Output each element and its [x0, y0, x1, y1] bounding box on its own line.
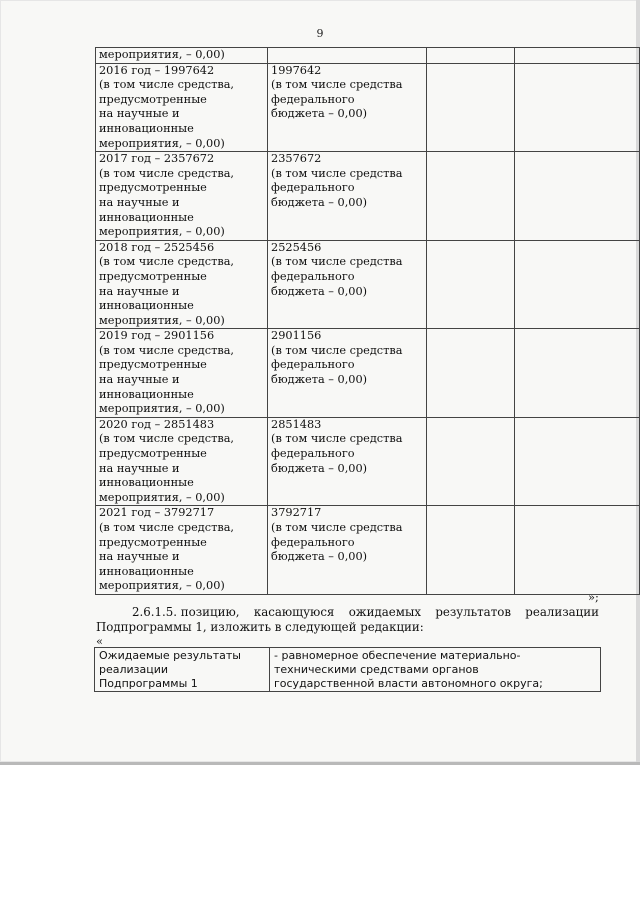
cell-text-line: на научные и: [99, 461, 180, 475]
cell-text-line: 2851483: [271, 417, 322, 431]
cell-text-line: на научные и: [99, 550, 180, 564]
table-cell: [96, 48, 268, 64]
cell-text-line: мероприятия, – 0,00): [99, 579, 225, 593]
cell-text-line: на научные и: [99, 195, 180, 209]
cell-text-line: инновационные: [99, 564, 194, 578]
table-cell: [515, 48, 640, 64]
cell-text-line: 2017 год – 2357672: [99, 152, 215, 166]
cell-text-line: инновационные: [99, 476, 194, 490]
table-cell: [268, 329, 427, 418]
table-cell: [515, 417, 640, 506]
table-cell: [96, 417, 268, 506]
cell-text-line: Ожидаемые результаты: [99, 649, 241, 662]
cell-text-line: федерального: [271, 358, 355, 372]
paragraph-word: реализации: [525, 605, 599, 619]
cell-text-line: (в том числе средства,: [99, 78, 235, 92]
table-cell: [268, 48, 427, 64]
cell-text-line: федерального: [271, 535, 355, 549]
results-value-cell: [270, 648, 601, 692]
cell-text-line: Подпрограммы 1: [99, 677, 198, 690]
funding-table-body: [96, 48, 640, 595]
cell-text-line: федерального: [271, 181, 355, 195]
cell-text-line: (в том числе средства: [271, 521, 403, 534]
table-row: [96, 48, 640, 64]
cell-text-line: федерального: [271, 447, 355, 461]
table-cell: [96, 240, 268, 329]
cell-text-line: 3792717: [271, 506, 322, 520]
cell-text-line: федерального: [271, 269, 355, 283]
table-cell: [515, 152, 640, 241]
table-cell: [268, 506, 427, 595]
table-cell: [96, 152, 268, 241]
cell-text-line: предусмотренные: [99, 92, 207, 106]
cell-text-line: бюджета – 0,00): [271, 195, 368, 209]
table-cell: [427, 506, 515, 595]
cell-text-line: - равномерное обеспечение материально-: [274, 649, 521, 662]
cell-text-line: (в том числе средства,: [99, 255, 235, 269]
cell-text-line: бюджета – 0,00): [271, 461, 368, 475]
table-cell: [96, 329, 268, 418]
funding-table: [95, 47, 640, 595]
table-cell: [427, 417, 515, 506]
cell-text-line: (в том числе средства: [271, 78, 403, 92]
cell-text-line: 2019 год – 2901156: [99, 329, 215, 343]
table-cell: [427, 63, 515, 152]
amendment-paragraph: [96, 605, 599, 635]
cell-text-line: на научные и: [99, 284, 180, 298]
results-label-cell: [95, 648, 270, 692]
cell-text-line: предусмотренные: [99, 447, 207, 461]
cell-text-line: мероприятия, – 0,00): [99, 48, 225, 61]
table-cell: [515, 240, 640, 329]
table-row: [95, 648, 601, 692]
cell-text-line: (в том числе средства,: [99, 521, 235, 534]
table-cell: [515, 329, 640, 418]
opening-quote: «: [96, 634, 104, 648]
table-cell: [96, 63, 268, 152]
cell-text-line: мероприятия, – 0,00): [99, 402, 225, 416]
table-cell: [427, 329, 515, 418]
cell-text-line: реализации: [99, 663, 169, 676]
table-cell: [268, 417, 427, 506]
table-row: [96, 506, 640, 595]
table-cell: [427, 48, 515, 64]
paragraph-word: результатов: [435, 605, 511, 619]
cell-text-line: (в том числе средства,: [99, 432, 235, 446]
cell-text-line: мероприятия, – 0,00): [99, 225, 225, 239]
cell-text-line: на научные и: [99, 107, 180, 121]
page-number: 9: [316, 27, 324, 40]
table-row: [96, 240, 640, 329]
table-row: [96, 152, 640, 241]
table-row: [96, 329, 640, 418]
paragraph-line: Подпрограммы 1, изложить в следующей редакции:: [96, 620, 424, 634]
table-cell: [268, 63, 427, 152]
closing-quote: »;: [588, 590, 599, 604]
table-cell: [427, 240, 515, 329]
cell-text-line: 2016 год – 1997642: [99, 63, 215, 77]
cell-text-line: предусмотренные: [99, 269, 207, 283]
cell-text-line: предусмотренные: [99, 358, 207, 372]
table-cell: [96, 506, 268, 595]
cell-text-line: бюджета – 0,00): [271, 284, 368, 298]
paragraph-word: ожидаемых: [348, 605, 422, 619]
table-cell: [268, 240, 427, 329]
expected-results-table: [94, 647, 601, 692]
cell-text-line: инновационные: [99, 210, 194, 224]
cell-text-line: 2020 год – 2851483: [99, 417, 215, 431]
cell-text-line: 2018 год – 2525456: [99, 240, 215, 254]
cell-text-line: (в том числе средства: [271, 255, 403, 269]
cell-text-line: инновационные: [99, 299, 194, 313]
cell-text-line: 2357672: [271, 152, 322, 166]
cell-text-line: мероприятия, – 0,00): [99, 490, 225, 504]
table-cell: [268, 152, 427, 241]
cell-text-line: 2901156: [271, 329, 322, 343]
table-cell: [515, 63, 640, 152]
cell-text-line: на научные и: [99, 373, 180, 387]
cell-text-line: (в том числе средства: [271, 432, 403, 446]
table-row: [96, 417, 640, 506]
cell-text-line: (в том числе средства: [271, 166, 403, 180]
cell-text-line: 1997642: [271, 63, 322, 77]
cell-text-line: бюджета – 0,00): [271, 373, 368, 387]
cell-text-line: (в том числе средства,: [99, 166, 235, 180]
cell-text-line: 2525456: [271, 240, 322, 254]
cell-text-line: 2021 год – 3792717: [99, 506, 215, 520]
cell-text-line: мероприятия, – 0,00): [99, 136, 225, 150]
table-cell: [427, 152, 515, 241]
table-row: [96, 63, 640, 152]
cell-text-line: предусмотренные: [99, 181, 207, 195]
cell-text-line: техническими средствами органов: [274, 663, 479, 676]
cell-text-line: бюджета – 0,00): [271, 107, 368, 121]
cell-text-line: (в том числе средства: [271, 343, 403, 357]
cell-text-line: инновационные: [99, 121, 194, 135]
cell-text-line: бюджета – 0,00): [271, 550, 368, 564]
cell-text-line: мероприятия, – 0,00): [99, 313, 225, 327]
paragraph-word: касающуюся: [253, 605, 335, 619]
paragraph-line: [96, 605, 599, 620]
cell-text-line: инновационные: [99, 387, 194, 401]
cell-text-line: предусмотренные: [99, 535, 207, 549]
cell-text-line: федерального: [271, 92, 355, 106]
paragraph-word: 2.6.1.5. позицию,: [132, 605, 240, 619]
table-cell: [515, 506, 640, 595]
cell-text-line: государственной власти автономного округа;: [274, 677, 543, 690]
cell-text-line: (в том числе средства,: [99, 343, 235, 357]
